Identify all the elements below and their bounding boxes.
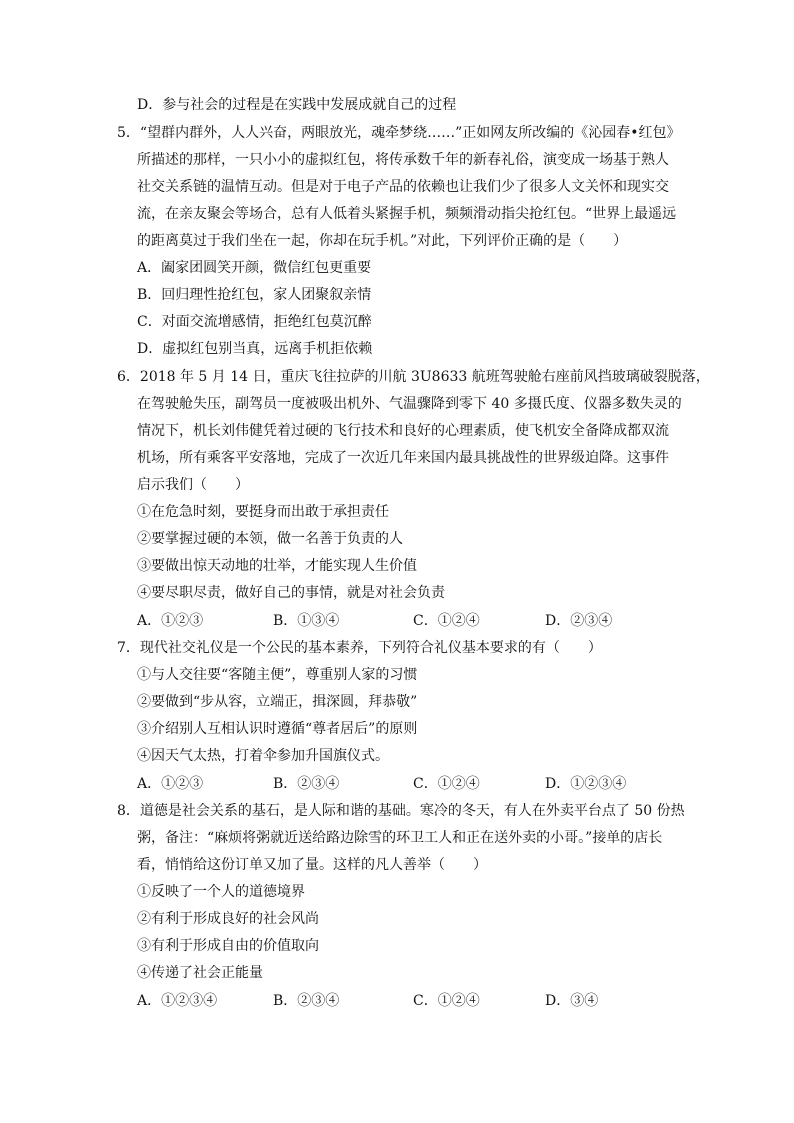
q8-choice-d: D．③④ [545,993,599,1009]
q6-stem-line: 6．2018 年 5 月 14 日，重庆飞往拉萨的川航 3U8633 航班驾驶舱右座前风挡玻璃破裂脱落， [117,369,710,385]
q6-choice-b: B．①③④ [273,613,340,629]
q7-choice-c: C．①②④ [413,776,480,792]
q6-choice-d: D．②③④ [545,613,613,629]
q8-statement-2: ②有利于形成良好的社会风尚 [137,911,319,927]
q5-option-a: A．阖家团圆笑开颜，微信红包更重要 [137,260,372,276]
q5-option-d: D．虚拟红包别当真，远离手机拒依赖 [137,341,373,357]
q5-option-c: C．对面交流增感情，拒绝红包莫沉醉 [137,314,372,330]
q5-stem-line: 所描述的那样，一只小小的虚拟红包，将传承数千年的新春礼俗，演变成一场基于熟人 [137,152,669,168]
q6-stem-line: 在驾驶舱失压，副驾员一度被吸出机外、气温骤降到零下 40 多摄氏度、仪器多数失灵的 [137,396,682,412]
q6-stem-line: 启示我们（ ） [137,477,249,493]
q6-statement-3: ③要做出惊天动地的壮举，才能实现人生价值 [137,558,417,574]
q7-choice-b: B．②③④ [273,776,340,792]
q5-stem-line: 的距离莫过于我们坐在一起，你却在玩手机。”对此，下列评价正确的是（ ） [137,233,628,249]
q6-stem-line: 机场，所有乘客平安落地，完成了一次近几年来国内最具挑战性的世界级迫降。这事件 [137,450,669,466]
q4-option-d: D．参与社会的过程是在实践中发展成就自己的过程 [137,97,457,113]
q7-choices [137,774,697,794]
q7-statement-1: ①与人交往要“客随主便”，尊重别人家的习惯 [137,667,418,683]
q7-stem-line: 7．现代社交礼仪是一个公民的基本素养，下列符合礼仪基本要求的有（ ） [117,640,602,656]
q8-statement-3: ③有利于形成自由的价值取向 [137,938,319,954]
q6-choice-a: A．①②③ [137,613,204,629]
q5-stem-line: 流，在亲友聚会等场合，总有人低着头紧握手机，频频滑动指尖抢红包。“世界上最遥远 [137,206,677,222]
q7-statement-2: ②要做到“步从容，立端正，揖深圆，拜恭敬” [137,694,418,710]
q7-statement-4: ④因天气太热，打着伞参加升国旗仪式。 [137,748,389,764]
q7-choice-d: D．①②③④ [545,776,627,792]
q6-stem-line: 情况下，机长刘伟健凭着过硬的飞行技术和良好的心理素质，使飞机安全备降成都双流 [137,423,669,439]
q8-choice-c: C．①②④ [413,993,480,1009]
q8-stem-line: 8．道德是社会关系的基石，是人际和谐的基础。寒冷的冬天，有人在外卖平台点了 50 份热 [117,803,685,819]
q6-choices [137,611,697,631]
q8-choice-b: B．②③④ [273,993,340,1009]
q8-choices [137,991,697,1011]
q8-statement-1: ①反映了一个人的道德境界 [137,884,305,900]
q6-statement-4: ④要尽职尽责，做好自己的事情，就是对社会负责 [137,585,445,601]
q6-statement-2: ②要掌握过硬的本领，做一名善于负责的人 [137,531,403,547]
q8-statement-4: ④传递了社会正能量 [137,965,263,981]
q8-choice-a: A．①②③④ [137,993,218,1009]
q6-statement-1: ①在危急时刻，要挺身而出敢于承担责任 [137,504,389,520]
q6-choice-c: C．①②④ [413,613,480,629]
q7-choice-a: A．①②③ [137,776,204,792]
q5-stem-line: 5．“望群内群外，人人兴奋，两眼放光，魂牵梦绕……”正如网友所改编的《沁园春•红包》 [117,125,681,141]
q8-stem-line: 粥，备注：“麻烦将粥就近送给路边除雪的环卫工人和正在送外卖的小哥。”接单的店长 [137,830,663,846]
q7-statement-3: ③介绍别人互相认识时遵循“尊者居后”的原则 [137,721,418,737]
q5-option-b: B．回归理性抢红包，家人团聚叙亲情 [137,287,372,303]
q5-stem-line: 社交关系链的温情互动。但是对于电子产品的依赖也让我们少了很多人文关怀和现实交 [137,179,669,195]
q8-stem-line: 看，悄悄给这份订单又加了量。这样的凡人善举（ ） [137,857,487,873]
